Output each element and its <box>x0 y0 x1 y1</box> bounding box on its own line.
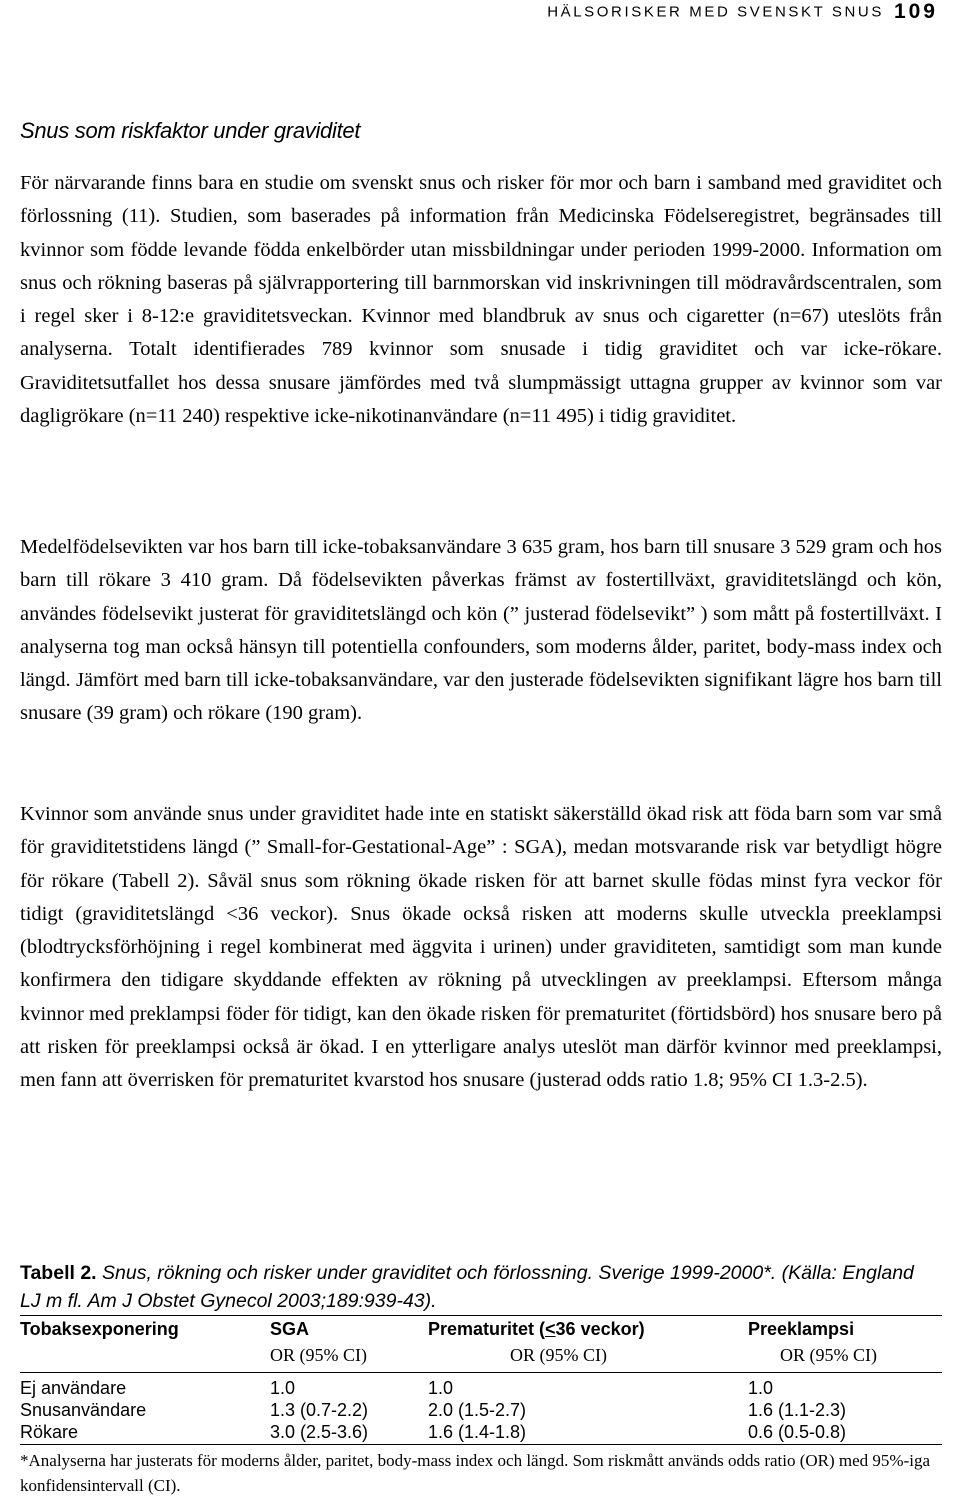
subheader-preeclampsia: OR (95% CI) <box>748 1342 942 1373</box>
subheader-sga: OR (95% CI) <box>270 1342 428 1373</box>
table-row <box>20 1421 942 1445</box>
paragraph: Medelfödelsevikten var hos barn till icke-tobaksanvändare 3 635 gram, hos barn till snusare 3 529 gram och hos barn till rökare 3 410 gram. Då födelsevikten påverkas främst av fostertillväxt, graviditetslängd och kön, användes födelsevikt justerat för graviditetslängd och kön (” justerad födelsevikt” ) som mått på fostertillväxt. I analyserna tog man också hänsyn till potentiella confounders, som moderns ålder, paritet, body-mass index och längd. Jämfört med barn till icke-tobaksanvändare, var den justerade födelsevikten signifikant lägre hos barn till snusare (39 gram) och rökare (190 gram). <box>20 531 942 731</box>
cell-prematurity: 1.6 (1.4-1.8) <box>428 1421 748 1445</box>
running-title: HÄLSORISKER MED SVENSKT SNUS <box>547 4 884 21</box>
cell-exposure: Snusanvändare <box>20 1399 270 1421</box>
column-header-exposure: Tobaksexponering <box>20 1316 270 1343</box>
section-title: Snus som riskfaktor under graviditet <box>20 118 360 144</box>
cell-sga: 3.0 (2.5-3.6) <box>270 1421 428 1445</box>
page-number: 109 <box>894 0 938 23</box>
table-row <box>20 1373 942 1400</box>
cell-preeclampsia: 1.6 (1.1-2.3) <box>748 1399 942 1421</box>
results-table <box>20 1315 942 1498</box>
cell-prematurity: 1.0 <box>428 1373 748 1400</box>
cell-exposure: Ej användare <box>20 1373 270 1400</box>
cell-prematurity: 2.0 (1.5-2.7) <box>428 1399 748 1421</box>
paragraph: Kvinnor som använde snus under graviditet hade inte en statiskt säkerställd ökad risk att föda barn som var små för graviditetstidens längd (” Small-for-Gestational-Age” : SGA), medan motsvarande risk var betydligt högre för rökare (Tabell 2). Såväl snus som rökning ökade risken för att barnet skulle födas minst fyra veckor för tidigt (graviditetslängd <36 veckor). Snus ökade också risken att moderns skulle utveckla preeklampsi (blodtrycksförhöjning i regel kombinerat med äggvita i urinen) under graviditeten, samtidigt som man kunde konfirmera den tidigare skyddande effekten av rökning på utvecklingen av preeklampsi. Eftersom många kvinnor med preklampsi föder för tidigt, kan den ökade risken för prematuritet (förtidsbörd) hos snusare bero på att risken för preeklampsi också är ökad. I en ytterligare analys uteslöt man därför kvinnor med preeklampsi, men fann att överrisken för prematuritet kvarstod hos snusare (justerad odds ratio 1.8; 95% CI 1.3-2.5). <box>20 798 942 1098</box>
column-header-sga: SGA <box>270 1316 428 1343</box>
cell-exposure: Rökare <box>20 1421 270 1445</box>
table-caption-text: Snus, rökning och risker under graviditet och förlossning. Sverige 1999-2000*. (Källa: England LJ m fl. Am J Obstet Gynecol 2003;189:939-43). <box>20 1262 914 1312</box>
column-header-preeclampsia: Preeklampsi <box>748 1316 942 1343</box>
column-header-prematurity: Prematuritet (<36 veckor) <box>428 1316 748 1343</box>
cell-preeclampsia: 1.0 <box>748 1373 942 1400</box>
cell-preeclampsia: 0.6 (0.5-0.8) <box>748 1421 942 1445</box>
paragraph: För närvarande finns bara en studie om svenskt snus och risker för mor och barn i samband med graviditet och förlossning (11). Studien, som baserades på information från Medicinska Födelseregistret, begränsades till kvinnor som födde levande födda enkelbörder utan missbildningar under perioden 1999-2000. Information om snus och rökning baseras på självrapportering till barnmorskan vid inskrivningen till mödravårdscentralen, som i regel sker i 8-12:e graviditetsveckan. Kvinnor med blandbruk av snus och cigaretter (n=67) uteslöts från analyserna. Totalt identifierades 789 kvinnor som snusade i tidig graviditet och var icke-rökare. Graviditetsutfallet hos dessa snusare jämfördes med två slumpmässigt uttagna grupper av kvinnor som var dagligrökare (n=11 240) respektive icke-nikotinanvändare (n=11 495) i tidig graviditet. <box>20 167 942 433</box>
subheader-empty <box>20 1342 270 1373</box>
table-caption <box>20 1259 920 1315</box>
table-footnote: *Analyserna har justerats för moderns ålder, paritet, body-mass index och längd. Som riskmått används odds ratio (OR) med 95%-iga konfidensintervall (CI). <box>20 1445 942 1498</box>
table-row <box>20 1399 942 1421</box>
table-header-row <box>20 1316 942 1343</box>
page-header <box>547 0 938 24</box>
table-footnote-row <box>20 1445 942 1498</box>
cell-sga: 1.0 <box>270 1373 428 1400</box>
table-caption-label: Tabell 2. <box>20 1262 97 1284</box>
cell-sga: 1.3 (0.7-2.2) <box>270 1399 428 1421</box>
subheader-prematurity: OR (95% CI) <box>428 1342 748 1373</box>
table-subheader-row <box>20 1342 942 1373</box>
